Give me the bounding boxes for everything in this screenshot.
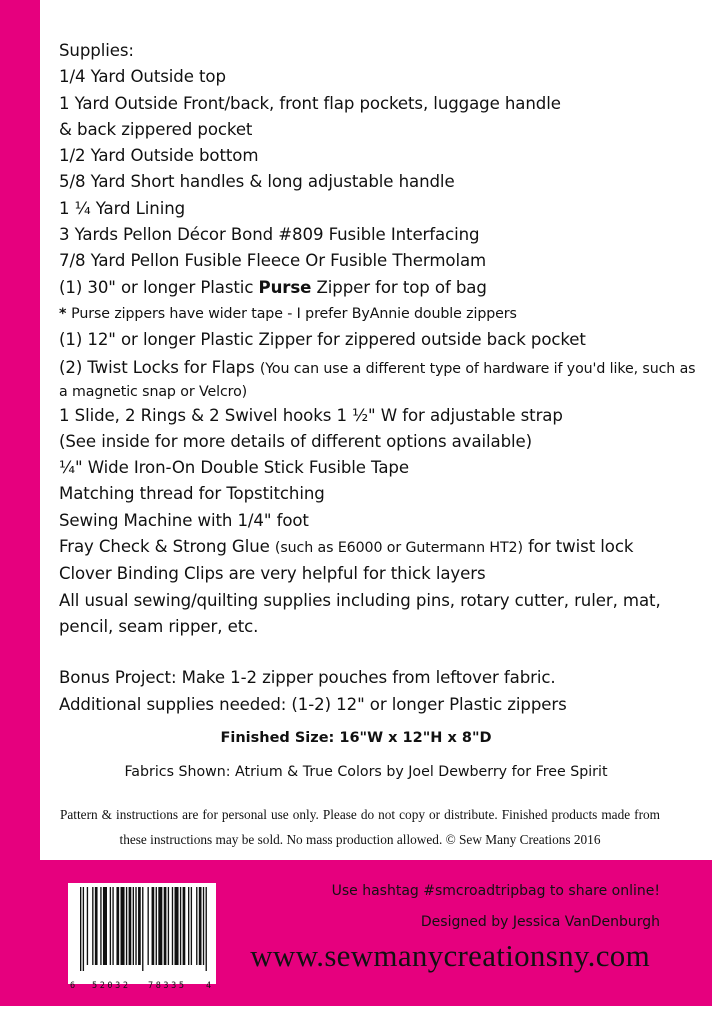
supply-item: Clover Binding Clips are very helpful for thick layers [59,564,486,584]
supply-item: (1) 12" or longer Plastic Zipper for zippered outside back pocket [59,330,586,350]
barcode-bar [133,887,134,965]
purse-zipper-rest: Zipper for top of bag [311,277,487,297]
barcode-bar [100,887,101,965]
finished-size: Finished Size: 16"W x 12"H x 8"D [220,730,492,746]
fray-note: (such as E6000 or Gutermann HT2) [274,540,523,557]
note-asterisk: * [59,305,72,322]
designer-credit: Designed by Jessica VanDenburgh [420,914,660,930]
barcode-bar [138,887,141,965]
barcode-bar [199,887,202,965]
purse-word: Purse [258,277,312,297]
bonus-project [59,664,704,718]
barcode-bar [135,887,136,965]
supply-item-twist-locks [59,354,704,403]
barcode-bar [80,887,81,971]
supply-item: & back zippered pocket [59,119,253,139]
fabrics-shown: Fabrics Shown: Atrium & True Colors by Joel Dewberry for Free Spirit [124,764,608,780]
barcode-bar [191,887,192,965]
bottom-white-margin [0,1006,712,1024]
legal-text: Pattern & instructions are for personal use only. Please do not copy or distribute. Finished products made from these instructions may be sold. No mass production allowed. © Sew Many Creations 2016 [60,807,660,847]
legal-notice [60,802,660,852]
note-text: Purse zippers have wider tape - I prefer ByAnnie double zippers [71,305,517,322]
supplies-heading: Supplies: [59,41,134,60]
barcode-bar [164,887,167,965]
barcode-bar [158,887,162,965]
supplies-list [59,38,704,640]
barcode-bar [196,887,197,965]
barcode-bar [148,887,149,965]
barcode-bar [92,887,93,965]
barcode [68,883,216,991]
barcode-bar [116,887,119,965]
barcode-left-digits: 52032 [92,981,131,991]
supply-item-purse-zipper [59,275,704,301]
supply-item: 5/8 Yard Short handles & long adjustable handle [59,172,455,192]
barcode-bar [87,887,88,965]
bonus-supplies-line: Additional supplies needed: (1-2) 12" or longer Plastic zippers [59,695,567,714]
supply-item: pencil, seam ripper, etc. [59,616,259,636]
twist-locks-text: (2) Twist Locks for Flaps [59,357,260,377]
barcode-check-digit: 4 [206,981,212,991]
barcode-bar [183,887,186,965]
barcode-bar [152,887,155,965]
supply-item: (See inside for more details of different options available) [59,431,533,451]
supply-item: 7/8 Yard Pellon Fusible Fleece Or Fusible Thermolam [59,251,487,271]
barcode-bar [95,887,98,965]
barcode-bar [126,887,127,965]
barcode-lead-digit: 6 [70,981,76,991]
left-magenta-border [0,0,40,1024]
supply-item: 1/2 Yard Outside bottom [59,146,259,166]
barcode-bar [121,887,125,965]
barcode-bar [203,887,204,965]
purse-zipper-note [59,301,704,327]
barcode-bar [180,887,181,965]
barcode-bar [83,887,84,971]
supply-item: Sewing Machine with 1/4" foot [59,510,309,530]
supply-item-fray-check [59,534,704,561]
barcode-bar [142,887,143,971]
barcode-bar [172,887,173,965]
barcode-bar [103,887,107,965]
fray-text: Fray Check & Strong Glue [59,537,275,557]
purse-zipper-text: (1) 30" or longer Plastic [59,277,259,297]
barcode-bar [110,887,111,965]
fray-rest: for twist lock [522,537,634,557]
barcode-bars [68,883,216,975]
supply-item: 3 Yards Pellon Décor Bond #809 Fusible Interfacing [59,225,480,245]
barcode-bar [168,887,169,965]
supply-item: 1/4 Yard Outside top [59,67,226,87]
barcode-bar [206,887,207,971]
twist-locks-note: (You can use a different type of hardware if you'd like, such as a magnetic snap or Velcro) [59,360,696,400]
supply-item: ¼" Wide Iron-On Double Stick Fusible Tape [59,458,409,478]
bonus-line: Bonus Project: Make 1-2 zipper pouches from leftover fabric. [59,668,556,687]
barcode-bar [175,887,179,965]
website-url[interactable]: www.sewmanycreationsny.com [250,938,650,973]
barcode-bar [156,887,157,965]
supply-item: Matching thread for Topstitching [59,484,325,504]
supply-item: 1 ¼ Yard Lining [59,198,186,218]
hashtag-text: Use hashtag #smcroadtripbag to share online! [331,883,660,899]
barcode-right-digits: 78335 [148,981,187,991]
barcode-bar [129,887,132,965]
supply-item: 1 Yard Outside Front/back, front flap pockets, luggage handle [59,93,561,113]
barcode-bar [112,887,113,965]
supply-item: 1 Slide, 2 Rings & 2 Swivel hooks 1 ½" W for adjustable strap [59,405,563,425]
barcode-bar [188,887,189,965]
supply-item: All usual sewing/quilting supplies including pins, rotary cutter, ruler, mat, [59,590,661,610]
